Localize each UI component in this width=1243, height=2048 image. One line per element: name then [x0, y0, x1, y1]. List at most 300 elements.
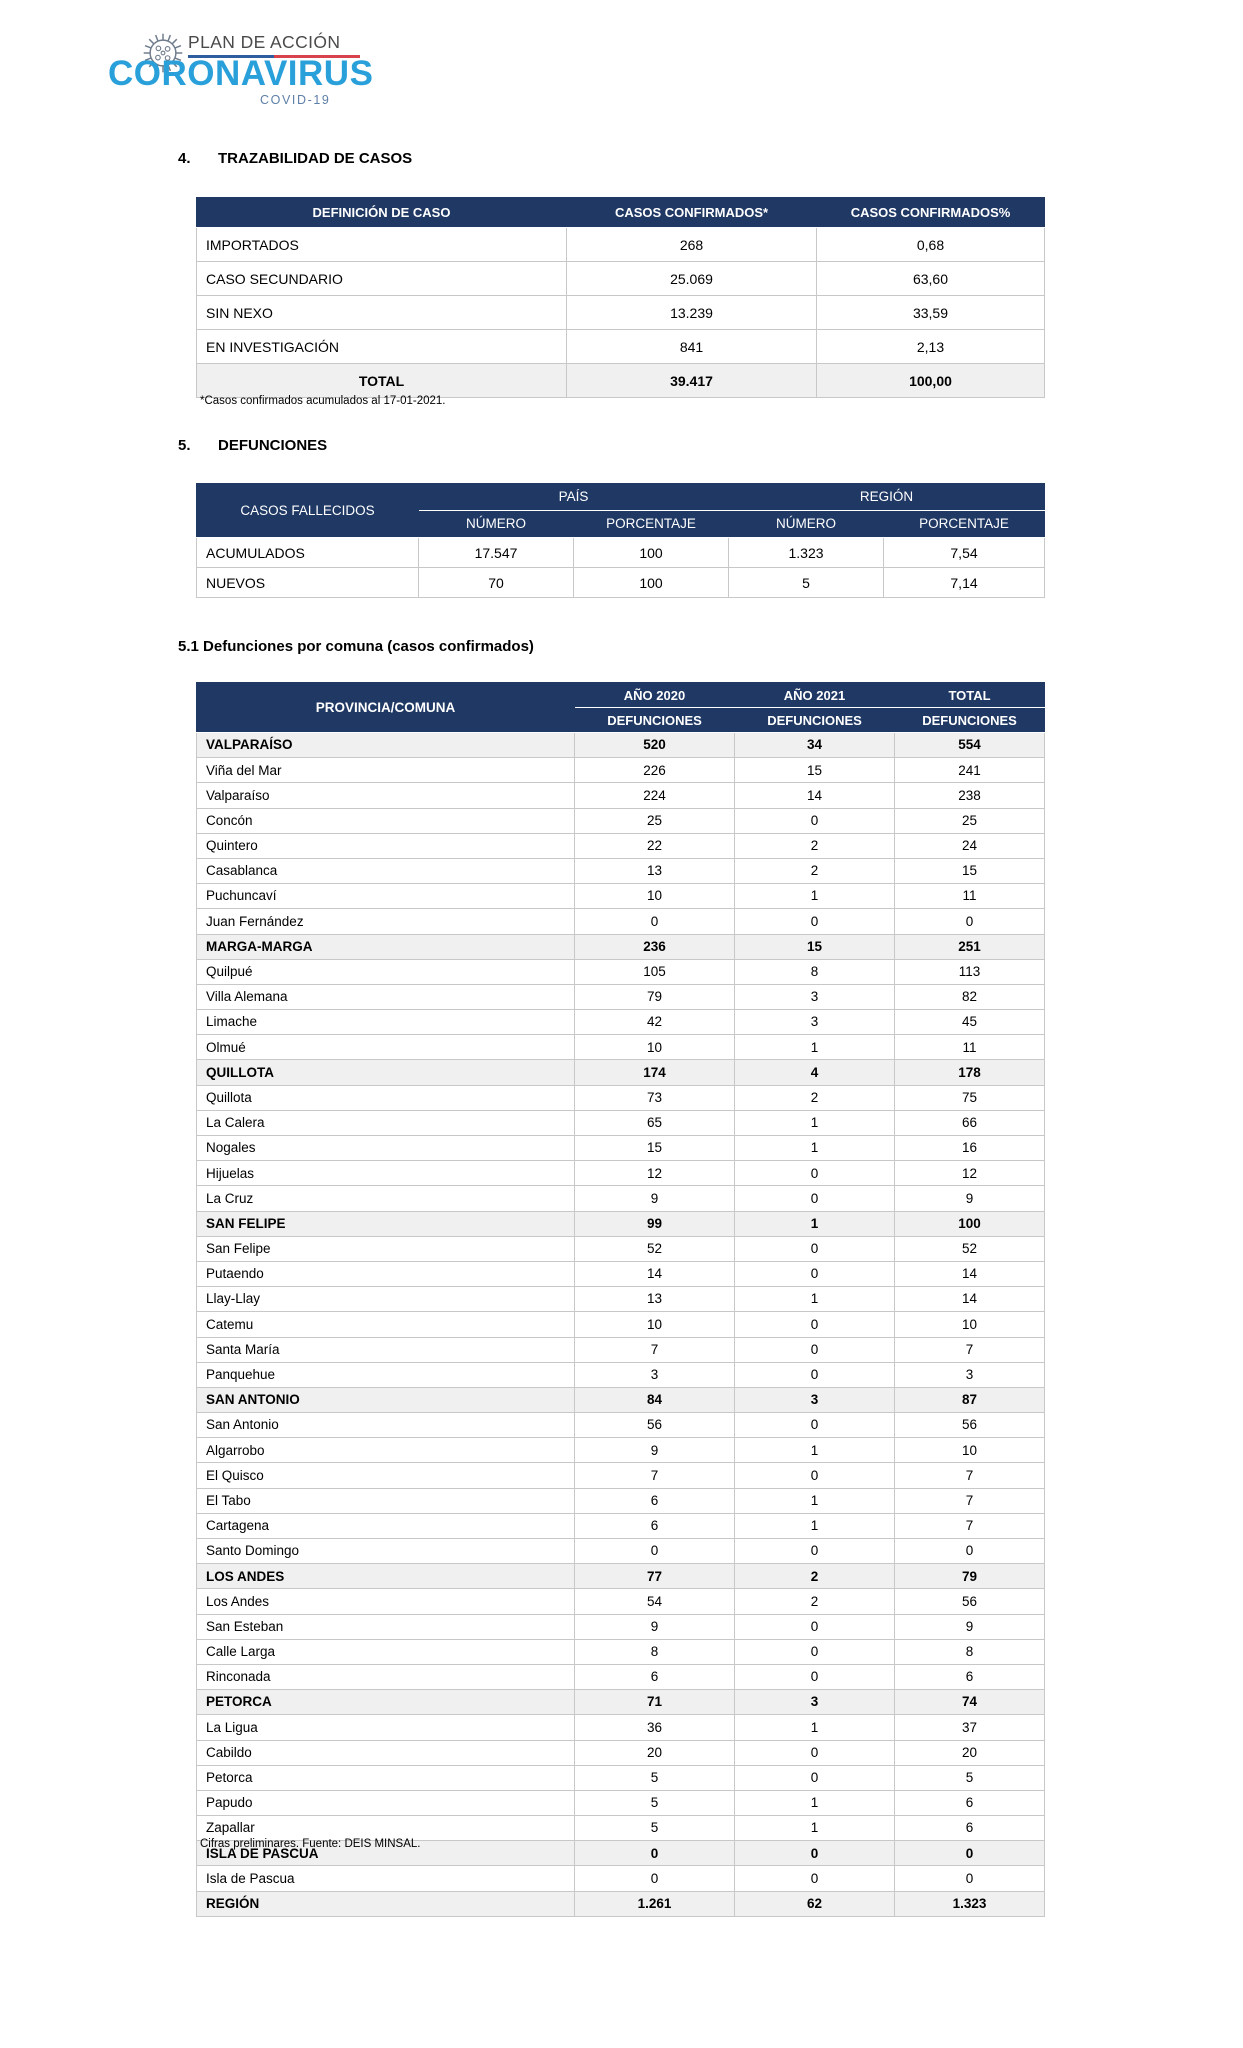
cell-defunciones-2020: 77 [575, 1564, 735, 1589]
cell-provincia-comuna: Santo Domingo [197, 1539, 575, 1564]
cell-pais-porcentaje: 100 [574, 538, 729, 568]
cell-defunciones-total: 14 [895, 1287, 1045, 1312]
col-region-numero: NÚMERO [729, 511, 884, 538]
col-defunciones-2020: DEFUNCIONES [575, 708, 735, 733]
cell-confirmados: 268 [567, 228, 817, 262]
cell-defunciones-total: 10 [895, 1438, 1045, 1463]
cell-defunciones-2021: 1 [735, 1110, 895, 1135]
table-row [197, 808, 1045, 833]
table-row [197, 1161, 1045, 1186]
col-casos-confirmados: CASOS CONFIRMADOS* [567, 198, 817, 228]
cell-definicion: EN INVESTIGACIÓN [197, 330, 567, 364]
cell-provincia-comuna: ISLA DE PASCUA [197, 1841, 575, 1866]
cell-defunciones-2020: 5 [575, 1765, 735, 1790]
table-row [197, 1312, 1045, 1337]
cell-defunciones-total: 7 [895, 1513, 1045, 1538]
cell-defunciones-2020: 224 [575, 783, 735, 808]
col-pais-porcentaje: PORCENTAJE [574, 511, 729, 538]
cell-defunciones-total: 241 [895, 758, 1045, 783]
cell-defunciones-total: 238 [895, 783, 1045, 808]
cell-defunciones-total: 7 [895, 1337, 1045, 1362]
cell-provincia-comuna: MARGA-MARGA [197, 934, 575, 959]
cell-defunciones-2020: 0 [575, 909, 735, 934]
section-5-number: 5. [178, 437, 191, 454]
cell-defunciones-total: 6 [895, 1664, 1045, 1689]
section-51-heading: 5.1 Defunciones por comuna (casos confirmados) [178, 638, 534, 655]
cell-defunciones-2020: 0 [575, 1866, 735, 1891]
cell-provincia-comuna: Papudo [197, 1790, 575, 1815]
cell-defunciones-2020: 7 [575, 1337, 735, 1362]
cell-defunciones-2020: 1.261 [575, 1891, 735, 1916]
cell-defunciones-2020: 8 [575, 1639, 735, 1664]
coronavirus-wordmark: CORONAVIRUS [108, 54, 374, 93]
cell-defunciones-total: 14 [895, 1261, 1045, 1286]
table-row [197, 1438, 1045, 1463]
cell-pais-numero: 70 [419, 568, 574, 598]
cell-defunciones-2021: 0 [735, 1161, 895, 1186]
cell-provincia-comuna: Los Andes [197, 1589, 575, 1614]
cell-defunciones-total: 45 [895, 1010, 1045, 1035]
table-row [197, 1136, 1045, 1161]
table-row [197, 909, 1045, 934]
cell-defunciones-2020: 226 [575, 758, 735, 783]
cell-defunciones-2021: 2 [735, 833, 895, 858]
cell-defunciones-2020: 5 [575, 1790, 735, 1815]
table-row [197, 1790, 1045, 1815]
col-definicion-de-caso: DEFINICIÓN DE CASO [197, 198, 567, 228]
cell-defunciones-2021: 0 [735, 1236, 895, 1261]
cell-provincia-comuna: Juan Fernández [197, 909, 575, 934]
cell-defunciones-2020: 13 [575, 1287, 735, 1312]
table-row [197, 1866, 1045, 1891]
cell-defunciones-2020: 10 [575, 884, 735, 909]
table-row [197, 1085, 1045, 1110]
cell-defunciones-2020: 25 [575, 808, 735, 833]
table-row [197, 228, 1045, 262]
table-row [197, 1010, 1045, 1035]
table-row [197, 1765, 1045, 1790]
cell-provincia-comuna: El Quisco [197, 1463, 575, 1488]
cell-provincia-comuna: El Tabo [197, 1488, 575, 1513]
trazabilidad-table [196, 197, 1045, 398]
cell-defunciones-2021: 1 [735, 1035, 895, 1060]
cell-provincia-comuna: Santa María [197, 1337, 575, 1362]
cell-defunciones-2020: 15 [575, 1136, 735, 1161]
cell-defunciones-2021: 15 [735, 934, 895, 959]
cell-defunciones-2021: 1 [735, 1211, 895, 1236]
cell-defunciones-2020: 99 [575, 1211, 735, 1236]
cell-defunciones-2021: 1 [735, 884, 895, 909]
coronavirus-logo [108, 28, 374, 108]
col-casos-confirmados-pct: CASOS CONFIRMADOS% [817, 198, 1045, 228]
cell-defunciones-2021: 0 [735, 1463, 895, 1488]
cell-defunciones-total: 11 [895, 884, 1045, 909]
cell-defunciones-2021: 0 [735, 808, 895, 833]
cell-defunciones-total: 5 [895, 1765, 1045, 1790]
table-group-row [197, 1891, 1045, 1916]
cell-defunciones-total: 16 [895, 1136, 1045, 1161]
cell-defunciones-total: 56 [895, 1413, 1045, 1438]
cell-region-porcentaje: 7,14 [884, 568, 1045, 598]
col-region-porcentaje: PORCENTAJE [884, 511, 1045, 538]
cell-defunciones-2020: 0 [575, 1841, 735, 1866]
cell-provincia-comuna: Quintero [197, 833, 575, 858]
cell-defunciones-2021: 0 [735, 1866, 895, 1891]
cell-defunciones-total: 82 [895, 984, 1045, 1009]
table-row [197, 1639, 1045, 1664]
col-defunciones-2021: DEFUNCIONES [735, 708, 895, 733]
cell-defunciones-total: 56 [895, 1589, 1045, 1614]
cell-provincia-comuna: Putaendo [197, 1261, 575, 1286]
section-5-heading [178, 437, 327, 454]
cell-provincia-comuna: San Antonio [197, 1413, 575, 1438]
col-casos-fallecidos: CASOS FALLECIDOS [197, 484, 419, 538]
cell-defunciones-2020: 520 [575, 733, 735, 758]
cell-defunciones-2021: 0 [735, 1362, 895, 1387]
cell-defunciones-2020: 22 [575, 833, 735, 858]
cell-defunciones-2020: 20 [575, 1740, 735, 1765]
table-row [197, 1463, 1045, 1488]
cell-confirmados-pct: 2,13 [817, 330, 1045, 364]
cell-defunciones-total: 11 [895, 1035, 1045, 1060]
cell-pais-numero: 17.547 [419, 538, 574, 568]
cell-region-numero: 1.323 [729, 538, 884, 568]
cell-definicion: CASO SECUNDARIO [197, 262, 567, 296]
cell-defunciones-2021: 3 [735, 984, 895, 1009]
cell-defunciones-2020: 73 [575, 1085, 735, 1110]
cell-provincia-comuna: Cartagena [197, 1513, 575, 1538]
cell-defunciones-total: 24 [895, 833, 1045, 858]
table-row [197, 1513, 1045, 1538]
cell-provincia-comuna: San Esteban [197, 1614, 575, 1639]
table-row [197, 858, 1045, 883]
cell-provincia-comuna: La Calera [197, 1110, 575, 1135]
col-group-pais: PAÍS [419, 484, 729, 511]
cell-provincia-comuna: Rinconada [197, 1664, 575, 1689]
col-group-total: TOTAL [895, 683, 1045, 708]
table-row [197, 884, 1045, 909]
table-row [197, 296, 1045, 330]
cell-defunciones-2021: 2 [735, 1589, 895, 1614]
table-group-row [197, 1387, 1045, 1412]
cell-provincia-comuna: Hijuelas [197, 1161, 575, 1186]
cell-defunciones-2020: 65 [575, 1110, 735, 1135]
cell-provincia-comuna: San Felipe [197, 1236, 575, 1261]
table-row [197, 1740, 1045, 1765]
cell-defunciones-2021: 0 [735, 1614, 895, 1639]
col-pais-numero: NÚMERO [419, 511, 574, 538]
cell-defunciones-2021: 0 [735, 1664, 895, 1689]
col-group-region: REGIÓN [729, 484, 1045, 511]
section-4-heading [178, 150, 412, 167]
cell-defunciones-2020: 52 [575, 1236, 735, 1261]
table-row [197, 1186, 1045, 1211]
cell-defunciones-total: 251 [895, 934, 1045, 959]
cell-defunciones-2020: 6 [575, 1664, 735, 1689]
cell-provincia-comuna: Quillota [197, 1085, 575, 1110]
cell-defunciones-2020: 71 [575, 1690, 735, 1715]
col-defunciones-total: DEFUNCIONES [895, 708, 1045, 733]
cell-defunciones-total: 7 [895, 1488, 1045, 1513]
section-4-number: 4. [178, 150, 191, 167]
cell-defunciones-total: 100 [895, 1211, 1045, 1236]
table-row [197, 1035, 1045, 1060]
cell-defunciones-2021: 1 [735, 1438, 895, 1463]
table-row [197, 1337, 1045, 1362]
cell-provincia-comuna: Casablanca [197, 858, 575, 883]
cell-defunciones-total: 554 [895, 733, 1045, 758]
cell-provincia-comuna: REGIÓN [197, 1891, 575, 1916]
cell-defunciones-total: 79 [895, 1564, 1045, 1589]
cell-provincia-comuna: VALPARAÍSO [197, 733, 575, 758]
cell-defunciones-2021: 1 [735, 1816, 895, 1841]
cell-provincia-comuna: Cabildo [197, 1740, 575, 1765]
cell-confirmados-pct: 63,60 [817, 262, 1045, 296]
table-header-row-groups [197, 484, 1045, 511]
table-row [197, 1614, 1045, 1639]
cell-defunciones-2021: 0 [735, 1841, 895, 1866]
cell-provincia-comuna: SAN ANTONIO [197, 1387, 575, 1412]
cell-defunciones-2021: 2 [735, 858, 895, 883]
cell-defunciones-2021: 1 [735, 1488, 895, 1513]
section-4-footnote: *Casos confirmados acumulados al 17-01-2021. [200, 395, 446, 407]
table-row [197, 758, 1045, 783]
defunciones-por-comuna-table [196, 682, 1045, 1917]
cell-provincia-comuna: Panquehue [197, 1362, 575, 1387]
cell-defunciones-2021: 0 [735, 1186, 895, 1211]
cell-defunciones-total: 52 [895, 1236, 1045, 1261]
cell-defunciones-2021: 0 [735, 1261, 895, 1286]
cell-defunciones-2021: 0 [735, 1539, 895, 1564]
cell-defunciones-total: 0 [895, 909, 1045, 934]
defunciones-table [196, 483, 1045, 598]
cell-provincia-comuna: Isla de Pascua [197, 1866, 575, 1891]
cell-total-pct: 100,00 [817, 364, 1045, 398]
cell-defunciones-2021: 3 [735, 1010, 895, 1035]
table-row [197, 1589, 1045, 1614]
cell-provincia-comuna: Catemu [197, 1312, 575, 1337]
cell-defunciones-2020: 10 [575, 1035, 735, 1060]
cell-defunciones-total: 75 [895, 1085, 1045, 1110]
section-4-title: TRAZABILIDAD DE CASOS [218, 150, 413, 167]
table-row [197, 1362, 1045, 1387]
cell-defunciones-2020: 42 [575, 1010, 735, 1035]
cell-provincia-comuna: Villa Alemana [197, 984, 575, 1009]
cell-defunciones-total: 0 [895, 1841, 1045, 1866]
table-row [197, 1261, 1045, 1286]
table-row [197, 538, 1045, 568]
cell-defunciones-2021: 0 [735, 1639, 895, 1664]
cell-defunciones-2021: 14 [735, 783, 895, 808]
cell-provincia-comuna: Puchuncaví [197, 884, 575, 909]
cell-total-label: TOTAL [197, 364, 567, 398]
table-row [197, 783, 1045, 808]
cell-defunciones-total: 3 [895, 1362, 1045, 1387]
table-row [197, 1110, 1045, 1135]
cell-provincia-comuna: Olmué [197, 1035, 575, 1060]
cell-casos-fallecidos: NUEVOS [197, 568, 419, 598]
cell-defunciones-total: 0 [895, 1539, 1045, 1564]
cell-region-numero: 5 [729, 568, 884, 598]
table-row [197, 1236, 1045, 1261]
cell-defunciones-2020: 36 [575, 1715, 735, 1740]
cell-defunciones-2020: 174 [575, 1060, 735, 1085]
cell-definicion: SIN NEXO [197, 296, 567, 330]
cell-defunciones-2020: 54 [575, 1589, 735, 1614]
cell-defunciones-total: 12 [895, 1161, 1045, 1186]
table-group-row [197, 1690, 1045, 1715]
cell-defunciones-total: 37 [895, 1715, 1045, 1740]
table-row [197, 330, 1045, 364]
cell-definicion: IMPORTADOS [197, 228, 567, 262]
cell-defunciones-2020: 236 [575, 934, 735, 959]
section-51-footnote: Cifras preliminares. Fuente: DEIS MINSAL. [200, 1838, 421, 1850]
cell-defunciones-total: 6 [895, 1790, 1045, 1815]
table-row [197, 1488, 1045, 1513]
col-provincia-comuna: PROVINCIA/COMUNA [197, 683, 575, 733]
table-row [197, 262, 1045, 296]
cell-defunciones-2021: 0 [735, 1413, 895, 1438]
cell-defunciones-2020: 10 [575, 1312, 735, 1337]
table-row [197, 1287, 1045, 1312]
cell-defunciones-2020: 7 [575, 1463, 735, 1488]
cell-defunciones-2020: 9 [575, 1186, 735, 1211]
cell-provincia-comuna: La Ligua [197, 1715, 575, 1740]
table-row [197, 1715, 1045, 1740]
cell-defunciones-total: 178 [895, 1060, 1045, 1085]
cell-region-porcentaje: 7,54 [884, 538, 1045, 568]
cell-provincia-comuna: Nogales [197, 1136, 575, 1161]
cell-confirmados: 25.069 [567, 262, 817, 296]
cell-defunciones-total: 20 [895, 1740, 1045, 1765]
table-header-row-groups [197, 683, 1045, 708]
table-group-row [197, 1564, 1045, 1589]
cell-defunciones-2021: 4 [735, 1060, 895, 1085]
table-row [197, 1413, 1045, 1438]
cell-defunciones-2021: 0 [735, 909, 895, 934]
cell-defunciones-2021: 2 [735, 1564, 895, 1589]
cell-defunciones-2021: 2 [735, 1085, 895, 1110]
cell-defunciones-2021: 1 [735, 1513, 895, 1538]
cell-defunciones-total: 87 [895, 1387, 1045, 1412]
table-row [197, 959, 1045, 984]
cell-defunciones-2020: 5 [575, 1816, 735, 1841]
covid19-subtitle: COVID-19 [260, 93, 331, 107]
cell-defunciones-total: 113 [895, 959, 1045, 984]
cell-defunciones-2021: 62 [735, 1891, 895, 1916]
table-row [197, 833, 1045, 858]
cell-provincia-comuna: Viña del Mar [197, 758, 575, 783]
cell-defunciones-total: 25 [895, 808, 1045, 833]
cell-defunciones-2021: 0 [735, 1337, 895, 1362]
cell-defunciones-2020: 105 [575, 959, 735, 984]
cell-casos-fallecidos: ACUMULADOS [197, 538, 419, 568]
cell-total-confirmados: 39.417 [567, 364, 817, 398]
cell-defunciones-2021: 0 [735, 1740, 895, 1765]
cell-provincia-comuna: Concón [197, 808, 575, 833]
table-header-row [197, 198, 1045, 228]
cell-defunciones-2020: 13 [575, 858, 735, 883]
cell-defunciones-2021: 1 [735, 1287, 895, 1312]
cell-defunciones-total: 74 [895, 1690, 1045, 1715]
col-group-ano-2021: AÑO 2021 [735, 683, 895, 708]
table-group-row [197, 733, 1045, 758]
cell-defunciones-2021: 0 [735, 1765, 895, 1790]
cell-defunciones-2020: 9 [575, 1438, 735, 1463]
cell-defunciones-total: 7 [895, 1463, 1045, 1488]
cell-provincia-comuna: Algarrobo [197, 1438, 575, 1463]
cell-provincia-comuna: Zapallar [197, 1816, 575, 1841]
table-row [197, 568, 1045, 598]
cell-provincia-comuna: Limache [197, 1010, 575, 1035]
cell-defunciones-2020: 3 [575, 1362, 735, 1387]
cell-defunciones-total: 8 [895, 1639, 1045, 1664]
cell-defunciones-2021: 8 [735, 959, 895, 984]
cell-defunciones-2021: 3 [735, 1690, 895, 1715]
cell-pais-porcentaje: 100 [574, 568, 729, 598]
table-total-row [197, 364, 1045, 398]
cell-defunciones-2020: 0 [575, 1539, 735, 1564]
cell-defunciones-2021: 3 [735, 1387, 895, 1412]
col-group-ano-2020: AÑO 2020 [575, 683, 735, 708]
cell-confirmados: 841 [567, 330, 817, 364]
plan-de-accion-text: PLAN DE ACCIÓN [188, 32, 341, 52]
cell-confirmados-pct: 0,68 [817, 228, 1045, 262]
cell-defunciones-2021: 1 [735, 1790, 895, 1815]
cell-defunciones-2020: 6 [575, 1488, 735, 1513]
table-row [197, 984, 1045, 1009]
cell-defunciones-total: 10 [895, 1312, 1045, 1337]
cell-confirmados-pct: 33,59 [817, 296, 1045, 330]
cell-defunciones-2021: 15 [735, 758, 895, 783]
cell-defunciones-total: 15 [895, 858, 1045, 883]
cell-defunciones-total: 66 [895, 1110, 1045, 1135]
cell-provincia-comuna: Llay-Llay [197, 1287, 575, 1312]
table-row [197, 1539, 1045, 1564]
table-group-row [197, 1060, 1045, 1085]
table-row [197, 1664, 1045, 1689]
cell-defunciones-2020: 14 [575, 1261, 735, 1286]
cell-provincia-comuna: Quilpué [197, 959, 575, 984]
cell-provincia-comuna: Valparaíso [197, 783, 575, 808]
section-5-title: DEFUNCIONES [218, 437, 328, 454]
cell-provincia-comuna: Calle Larga [197, 1639, 575, 1664]
cell-confirmados: 13.239 [567, 296, 817, 330]
cell-defunciones-2021: 0 [735, 1312, 895, 1337]
cell-defunciones-2021: 1 [735, 1715, 895, 1740]
cell-defunciones-2020: 6 [575, 1513, 735, 1538]
table-group-row [197, 934, 1045, 959]
cell-defunciones-total: 6 [895, 1816, 1045, 1841]
table-group-row [197, 1211, 1045, 1236]
cell-defunciones-total: 9 [895, 1614, 1045, 1639]
cell-defunciones-total: 1.323 [895, 1891, 1045, 1916]
table-row [197, 1816, 1045, 1841]
cell-defunciones-total: 9 [895, 1186, 1045, 1211]
comunas-table-body [197, 733, 1045, 1917]
cell-provincia-comuna: PETORCA [197, 1690, 575, 1715]
cell-provincia-comuna: SAN FELIPE [197, 1211, 575, 1236]
cell-provincia-comuna: Petorca [197, 1765, 575, 1790]
cell-defunciones-2021: 1 [735, 1136, 895, 1161]
cell-defunciones-2021: 34 [735, 733, 895, 758]
cell-defunciones-2020: 12 [575, 1161, 735, 1186]
cell-defunciones-2020: 9 [575, 1614, 735, 1639]
cell-provincia-comuna: La Cruz [197, 1186, 575, 1211]
cell-defunciones-2020: 56 [575, 1413, 735, 1438]
cell-defunciones-2020: 84 [575, 1387, 735, 1412]
cell-defunciones-total: 0 [895, 1866, 1045, 1891]
